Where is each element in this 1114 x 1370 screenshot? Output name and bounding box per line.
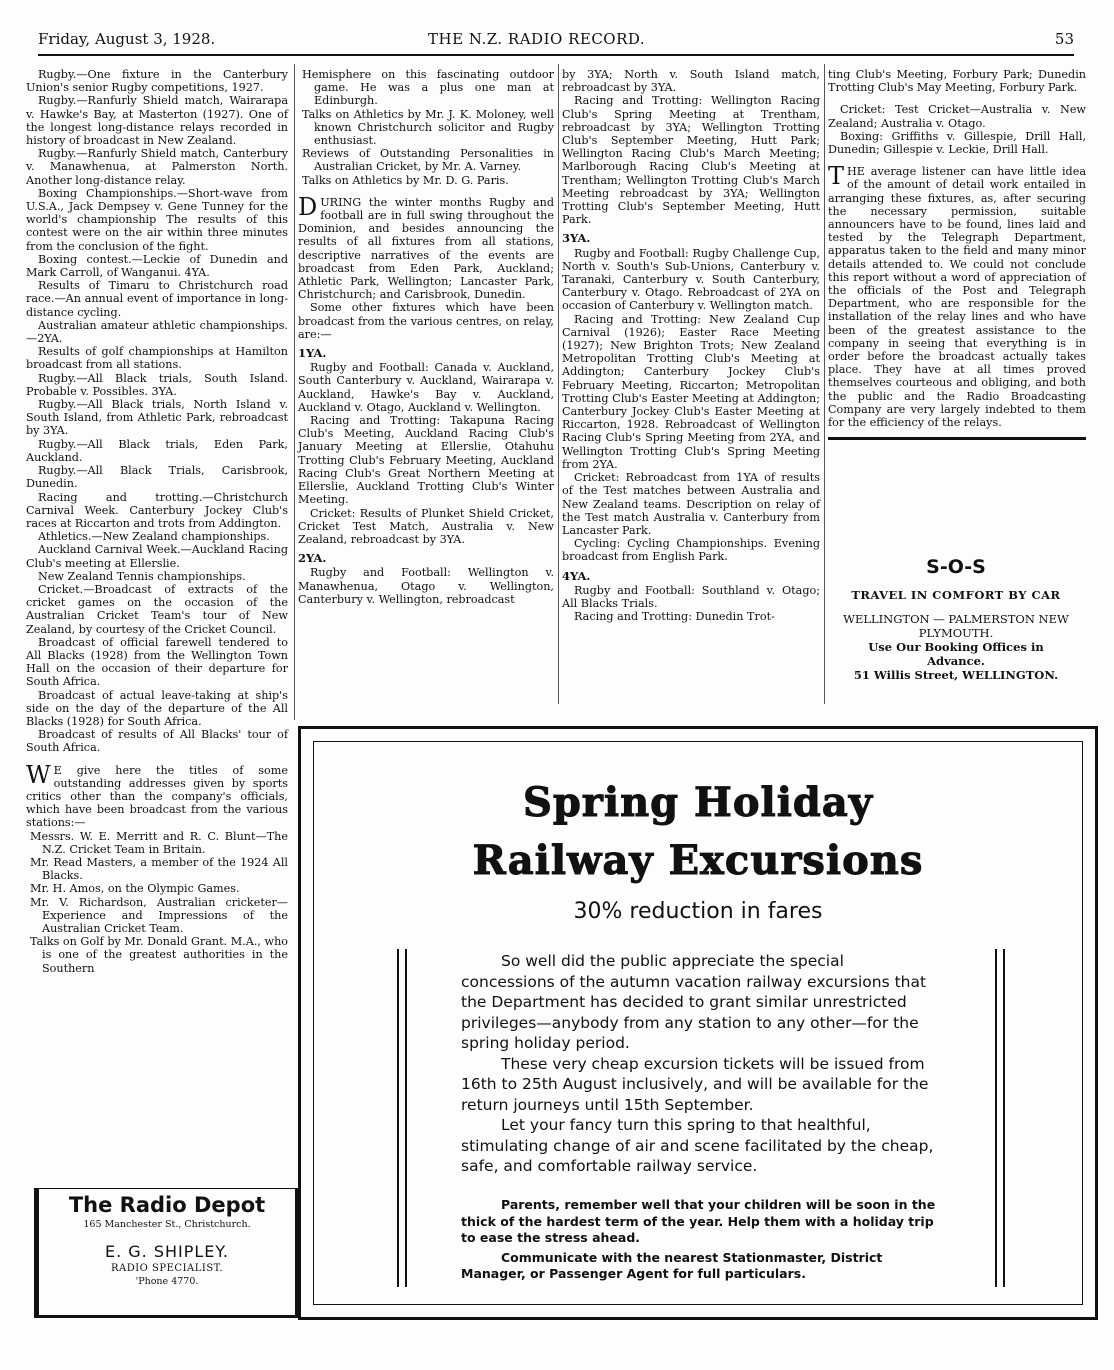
2ya-paragraph: Rugby and Football: Wellington v. Manawhenua, Otago v. Wellington, Canterbury v. Wellington, rebroadcast <box>298 566 554 606</box>
list-item: Results of golf championships at Hamilton broadcast from all stations. <box>26 345 288 372</box>
sos-tagline: TRAVEL IN COMFORT BY CAR <box>851 588 1061 602</box>
ad-paragraph: Let your fancy turn this spring to that healthful, stimulating change of air and scene facilitated by the cheap, safe, and comfortable railway service. <box>461 1116 934 1175</box>
section-rule <box>828 437 1086 440</box>
ad-contact-note: Communicate with the nearest Stationmaster, District Manager, or Passenger Agent for full particulars. <box>461 1249 883 1281</box>
list-item: Auckland Carnival Week.—Auckland Racing Club's meeting at Ellerslie. <box>26 543 288 570</box>
drop-cap: W <box>26 760 51 789</box>
column-3 <box>562 68 820 623</box>
heading-1ya: 1YA. <box>298 346 327 361</box>
ad-fine-print <box>461 1197 941 1286</box>
ad-headline-1: Spring Holiday <box>522 779 874 826</box>
list-item: Broadcast of results of All Blacks' tour of South Africa. <box>26 728 288 755</box>
railway-excursions-advert <box>298 726 1098 1320</box>
list-item: Talks on Golf by Mr. Donald Grant. M.A., who is one of the greatest authorities in the Southern <box>30 935 289 975</box>
sos-address: 51 Willis Street, WELLINGTON. <box>853 668 1059 682</box>
ad-headline-2: Railway Excursions <box>472 837 924 884</box>
column-divider <box>824 64 825 704</box>
continued-paragraph: ting Club's Meeting, Forbury Park; Dunedin Trotting Club's May Meeting, Forbury Park. <box>828 68 1086 95</box>
list-item: Mr. V. Richardson, Australian cricketer—Experience and Impressions of the Australian Cricket Team. <box>30 895 288 935</box>
column-divider <box>558 64 559 704</box>
sos-booking: Use Our Booking Offices in Advance. <box>868 640 1044 668</box>
list-item: Cycling: Cycling Championships. Evening broadcast from English Park. <box>562 537 820 564</box>
list-item: Talks on Athletics by Mr. J. K. Moloney, well known Christchurch solicitor and Rugby enthusiast. <box>302 107 554 148</box>
list-item: Cricket: Rebroadcast from 1YA of results of the Test matches between Australia and New Zealand teams. Description on relay of the Test match Australia v. Canterbury from Lancaster Park. <box>562 471 820 537</box>
ad-body <box>461 951 941 1177</box>
drop-cap: D <box>298 192 318 221</box>
publication-title: THE N.Z. RADIO RECORD. <box>428 30 646 48</box>
drop-cap: T <box>828 162 845 191</box>
sos-title: S-O-S <box>926 556 986 578</box>
column-1 <box>26 68 288 975</box>
list-item: Cricket.—Broadcast of extracts of the cricket games on the occasion of the Australian Cricket Team's tour of New Zealand, by courtesy of the Cricket Council. <box>26 582 288 636</box>
list-item: Rugby.—All Black trials, North Island v. South Island, from Athletic Park, rebroadcast by 3YA. <box>26 398 288 438</box>
boxing-paragraph: Boxing: Griffiths v. Gillespie, Drill Hall, Dunedin; Gillespie v. Leckie, Drill Hall. <box>828 129 1086 157</box>
list-item: New Zealand Tennis championships. <box>38 569 246 583</box>
ad-paragraph: These very cheap excursion tickets will be issued from 16th to 25th August inclusively, and will be available for the return journeys until 15th September. <box>461 1054 929 1114</box>
list-item: Australian amateur athletic championships.—2YA. <box>26 318 288 346</box>
page-number: 53 <box>1054 30 1074 48</box>
during-paragraph: DURING the winter months Rugby and football are in full swing throughout the Dominion, and besides announcing the results of all fixtures from all stations, descriptive narratives of the events are broadcast from Eden Park, Auckland; Athletic Park, Wellington; Lancaster Park, Christchurch; and Carisbrook, Dunedin. <box>298 192 554 302</box>
list-item: Rugby.—One fixture in the Canterbury Union's senior Rugby competitions, 1927. <box>26 68 288 95</box>
list-item: Racing and trotting.—Christchurch Carnival Week. Canterbury Jockey Club's races at Riccarton and trots from Addington. <box>26 490 288 530</box>
list-item: Hemisphere on this fascinating outdoor game. He was a plus one man at Edinburgh. <box>302 68 554 108</box>
page-header <box>38 30 1074 54</box>
intro-paragraph: W E give here the titles of some outstanding addresses given by sports critics other than the company's officials, which have been broadcast from the various stations:— <box>26 760 288 830</box>
continued-paragraph: by 3YA; North v. South Island match, rebroadcast by 3YA. <box>562 68 820 95</box>
4ya-list <box>562 584 820 624</box>
list-item: Rugby and Football: Rugby Challenge Cup, North v. South's Sub-Unions, Canterbury v. Taranaki, Canterbury v. South Canterbury, Canterbury v. Otago. Rebroadcast of 2YA on occasion of Canterbury v. Wellington match. <box>562 246 820 313</box>
list-item: Results of Timaru to Christchurch road race.—An annual event of importance in long-distance cycling. <box>26 279 288 319</box>
heading-3ya: 3YA. <box>562 231 591 246</box>
list-item: Reviews of Outstanding Personalities in Australian Cricket, by Mr. A. Varney. <box>302 147 554 174</box>
column-divider <box>294 64 295 720</box>
talks-list <box>298 68 554 187</box>
depot-role: RADIO SPECIALIST. <box>110 1263 224 1274</box>
heading-4ya: 4YA. <box>562 568 591 583</box>
sos-advert <box>838 556 1074 682</box>
list-item: Rugby and Football: Canada v. Auckland, South Canterbury v. Auckland, Wairarapa v. Auckland, Hawke's Bay v. Auckland, Auckland v. Otago, Auckland v. Wellington. <box>298 361 554 414</box>
cricket-paragraph: Cricket: Test Cricket—Australia v. New Zealand; Australia v. Otago. <box>828 103 1086 130</box>
ad-subhead: 30% reduction in fares <box>573 899 823 924</box>
list-item: Messrs. W. E. Merritt and R. C. Blunt—The N.Z. Cricket Team in Britain. <box>30 829 288 856</box>
depot-owner: E. G. SHIPLEY. <box>104 1242 230 1261</box>
header-rule <box>38 54 1074 56</box>
column-2 <box>298 68 554 606</box>
column-4 <box>828 68 1086 440</box>
list-item: Racing and Trotting: Takapuna Racing Club's Meeting, Auckland Racing Club's January Meeting at Ellerslie, Otahuhu Trotting Club's February Meeting, Auckland Racing Club's Great Northern Meeting at Ellerslie, Auckland Trotting Club's Winter Meeting. <box>298 414 554 507</box>
depot-phone: 'Phone 4770. <box>135 1276 199 1287</box>
list-item: Athletics.—New Zealand championships. <box>38 530 270 544</box>
ad-side-rule <box>397 949 407 1287</box>
radio-depot-advert <box>34 1188 301 1318</box>
ad-side-rule <box>995 949 1005 1287</box>
heading-2ya: 2YA. <box>298 551 327 566</box>
list-item: Rugby.—All Black Trials, Carisbrook, Dunedin. <box>26 464 288 491</box>
depot-address: 165 Manchester St., Christchurch. <box>83 1219 251 1230</box>
list-item: Mr. H. Amos, on the Olympic Games. <box>30 882 240 896</box>
3ya-list <box>562 247 820 564</box>
list-item: Mr. Read Masters, a member of the 1924 All Blacks. <box>30 855 288 883</box>
other-fixtures-paragraph: Some other fixtures which have been broadcast from the various centres, on relay, are:— <box>298 301 554 341</box>
list-item: Broadcast of official farewell tendered to All Blacks (1928) from the Wellington Town Hall on the occasion of their departure for South Africa. <box>26 635 288 689</box>
list-item: Boxing contest.—Leckie of Dunedin and Mark Carroll, of Wanganui. 4YA. <box>26 252 288 280</box>
addresses-list <box>26 830 288 975</box>
racing-2ya-paragraph: Racing and Trotting: Wellington Racing Club's Spring Meeting at Trentham, rebroadcast by 3YA; Wellington Trotting Club's September Meeting, Hutt Park; Wellington Racing Club's March Meeting; Marlborough Racing Club's Meeting at Trentham; Wellington Trotting Club's March Meeting rebroadcast by 3YA; Wellington Trotting Club's September Meeting, Hutt Park. <box>562 94 820 227</box>
list-item: Broadcast of actual leave-taking at ship's side on the day of the departure of the All Blacks (1928) for South Africa. <box>26 688 288 728</box>
sos-route: WELLINGTON — PALMERSTON NEW PLYMOUTH. <box>843 612 1069 640</box>
ad-parents-note: Parents, remember well that your children will be soon in the thick of the hardest term of the year. Help them with a holiday trip to ease the stress ahead. <box>461 1197 936 1245</box>
1ya-list <box>298 361 554 546</box>
average-listener-paragraph: THE average listener can have little idea of the amount of detail work entailed in arranging these fixtures, as, after securing the necessary permission, suitable announcers have to be found, lines laid and tested by the Telegraph Department, apparatus taken to the field and many minor details attended to. We could not conclude this report without a word of appreciation of the officials of the Post and Telegraph Department, who are responsible for the installation of the relay lines and who have been of the greatest assistance to the company in seeing that everything is in order before the broadcast actually takes place. They have at all times proved themselves courteous and obliging, and both the public and the Radio Broadcasting Company are very largely indebted to them for the efficiency of the relays. <box>828 162 1086 430</box>
list-item: Rugby.—All Black trials, South Island. Probable v. Possibles. 3YA. <box>26 371 288 398</box>
list-item: Rugby.—Ranfurly Shield match, Canterbury v. Manawhenua, at Palmerston North. Another long-distance relay. <box>26 147 288 187</box>
issue-date: Friday, August 3, 1928. <box>38 30 216 48</box>
list-item: Racing and Trotting: Dunedin Trot- <box>574 610 775 624</box>
list-item: Talks on Athletics by Mr. D. G. Paris. <box>302 173 509 187</box>
ad-paragraph: So well did the public appreciate the special concessions of the autumn vacation railway excursions that the Department has decided to grant similar unrestricted privileges—anybody from any station to any other—for the spring holiday period. <box>461 952 927 1052</box>
list-item: Cricket: Results of Plunket Shield Cricket, Cricket Test Match, Australia v. New Zealand, rebroadcast by 3YA. <box>298 506 554 546</box>
list-item: Rugby.—All Black trials, Eden Park, Auckland. <box>26 437 288 464</box>
depot-name: The Radio Depot <box>68 1193 266 1217</box>
list-item: Boxing Championships.—Short-wave from U.S.A., Jack Dempsey v. Gene Tunney for the world's championship The results of this contest were on the air within three minutes from the conclusion of the fight. <box>26 186 288 253</box>
list-item: Rugby and Football: Southland v. Otago; All Blacks Trials. <box>562 583 820 610</box>
sports-list <box>26 68 288 755</box>
list-item: Rugby.—Ranfurly Shield match, Wairarapa v. Hawke's Bay, at Masterton (1927). One of the longest long-distance relays recorded in history of broadcast in New Zealand. <box>26 94 288 148</box>
list-item: Racing and Trotting: New Zealand Cup Carnival (1926); Easter Race Meeting (1927); New Brighton Trots; New Zealand Metropolitan Trotting Club's Meeting at Addington; Canterbury Jockey Club's February Meeting, Riccarton; Metropolitan Trotting Club's Easter Meeting at Addington; Canterbury Jockey Club's Easter Meeting at Riccarton, 1928. Rebroadcast of Wellington Racing Club's Spring Meeting from 2YA, and Wellington Trotting Club's Spring Meeting from 2YA. <box>562 312 820 471</box>
